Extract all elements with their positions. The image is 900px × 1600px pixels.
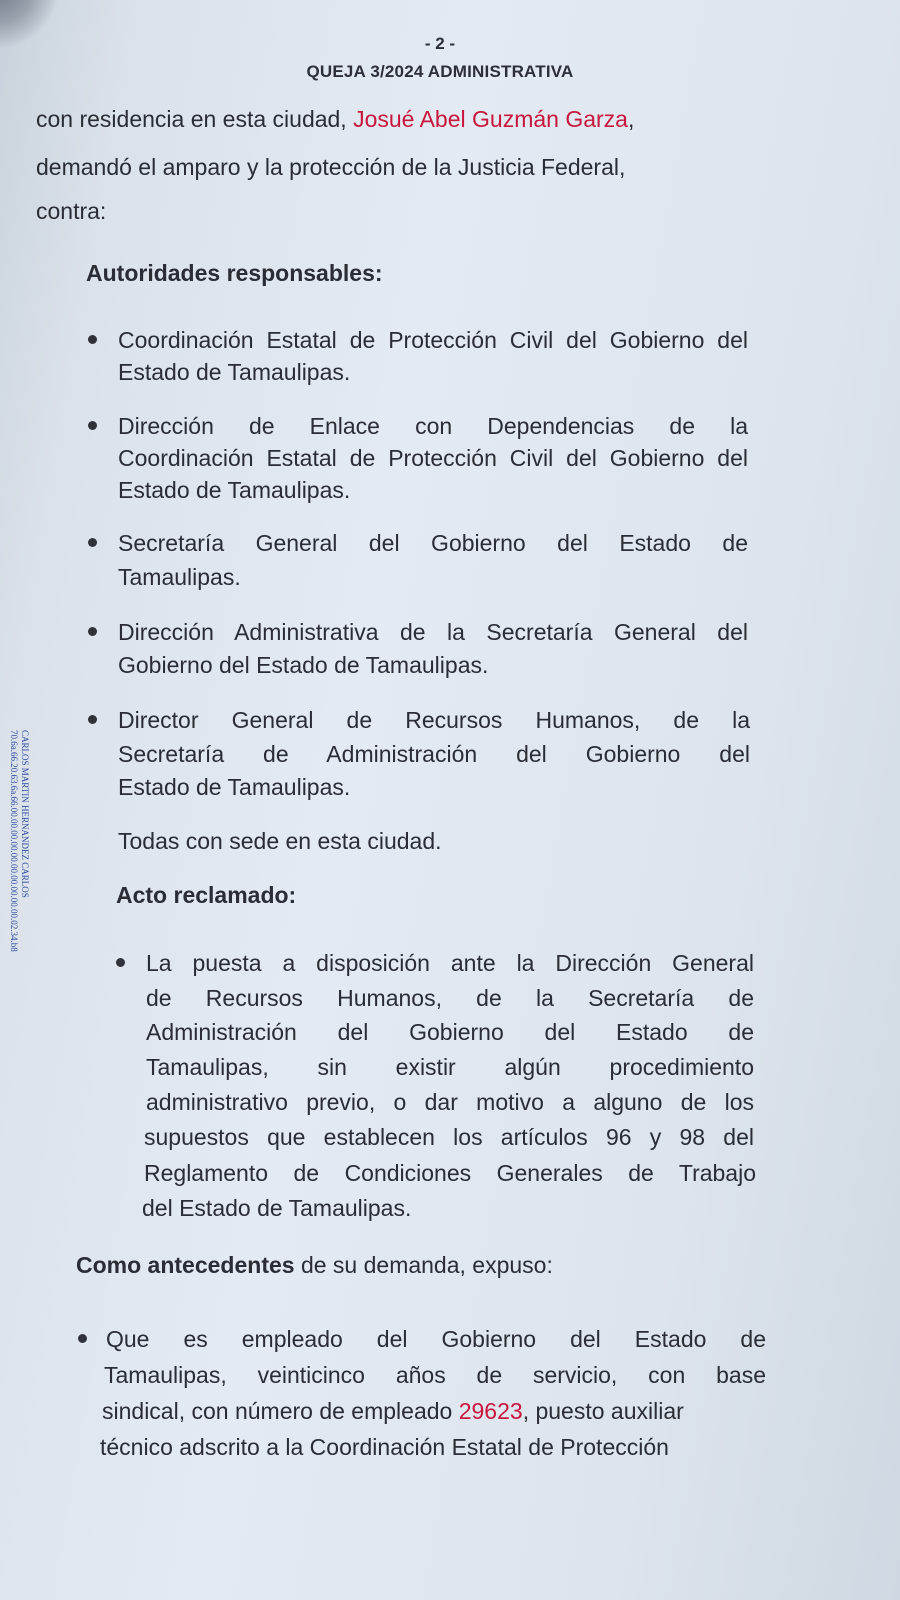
bullet-icon bbox=[88, 335, 97, 344]
acto-line-2: de Recursos Humanos, de la Secretaría de bbox=[146, 985, 754, 1011]
electronic-signature-stamp bbox=[4, 730, 30, 960]
autoridad-5-line-1: Director General de Recursos Humanos, de la bbox=[118, 707, 750, 733]
employee-number: 29623 bbox=[458, 1398, 523, 1424]
autoridad-1-line-2: Estado de Tamaulipas. bbox=[118, 359, 351, 385]
antecedente-line-3-pre: sindical, con número de empleado bbox=[102, 1398, 453, 1424]
autoridad-5-line-3: Estado de Tamaulipas. bbox=[118, 774, 351, 800]
antecedente-line-3-post: , puesto auxiliar bbox=[522, 1398, 684, 1424]
antecedente-line-3 bbox=[102, 1396, 766, 1426]
intro-comma: , bbox=[627, 106, 635, 132]
autoridad-1-line-1: Coordinación Estatal de Protección Civil del Gobierno del bbox=[118, 327, 748, 353]
autoridad-2-line-1: Dirección de Enlace con Dependencias de la bbox=[118, 413, 748, 439]
bullet-icon bbox=[88, 715, 97, 724]
case-title: QUEJA 3/2024 ADMINISTRATIVA bbox=[306, 62, 574, 81]
plaintiff-name: Josué Abel Guzmán Garza bbox=[353, 106, 628, 132]
acto-line-7: Reglamento de Condiciones Generales de Trabajo bbox=[144, 1160, 756, 1186]
antecedente-line-1: Que es empleado del Gobierno del Estado de bbox=[106, 1326, 766, 1352]
autoridad-2-line-2: Coordinación Estatal de Protección Civil del Gobierno del bbox=[118, 445, 748, 471]
acto-line-3: Administración del Gobierno del Estado de bbox=[146, 1019, 754, 1045]
bullet-icon bbox=[88, 538, 97, 547]
autoridad-3-line-1: Secretaría General del Gobierno del Estado de bbox=[118, 530, 748, 556]
acto-heading: Acto reclamado: bbox=[116, 882, 297, 908]
intro-text: con residencia en esta ciudad, bbox=[36, 106, 347, 132]
bullet-icon bbox=[78, 1334, 87, 1343]
autoridades-heading: Autoridades responsables: bbox=[86, 260, 383, 286]
antecedente-line-2: Tamaulipas, veinticinco años de servicio, con base bbox=[104, 1362, 766, 1388]
autoridad-5-line-2: Secretaría de Administración del Gobierno del bbox=[118, 741, 750, 767]
bullet-icon bbox=[88, 627, 97, 636]
autoridad-3-line-2: Tamaulipas. bbox=[118, 564, 241, 590]
autoridad-2-line-3: Estado de Tamaulipas. bbox=[118, 477, 351, 503]
antecedentes-heading bbox=[76, 1250, 553, 1280]
antecedente-line-4: técnico adscrito a la Coordinación Estatal de Protección bbox=[100, 1434, 669, 1460]
acto-line-6: supuestos que establecen los artículos 96 y 98 del bbox=[144, 1124, 754, 1150]
acto-line-8: del Estado de Tamaulipas. bbox=[142, 1195, 412, 1221]
antecedentes-heading-bold: Como antecedentes bbox=[76, 1252, 295, 1278]
acto-line-1: La puesta a disposición ante la Dirección General bbox=[146, 950, 754, 976]
autoridades-footer: Todas con sede en esta ciudad. bbox=[118, 828, 442, 854]
antecedentes-heading-rest: de su demanda, expuso: bbox=[294, 1252, 553, 1278]
autoridad-4-line-2: Gobierno del Estado de Tamaulipas. bbox=[118, 652, 489, 678]
acto-line-4: Tamaulipas, sin existir algún procedimiento bbox=[146, 1054, 754, 1080]
intro-line-1 bbox=[36, 104, 746, 134]
signature-text: CARLOS MARTIN HERNANDEZ CARLOS 70.6a.66.20.63.6a.66.00.00.00.00.00.00.00.00.00.00.02.34.b8 bbox=[9, 730, 30, 952]
acto-line-5: administrativo previo, o dar motivo a alguno de los bbox=[146, 1089, 754, 1115]
intro-line-3: contra: bbox=[36, 198, 107, 224]
autoridad-4-line-1: Dirección Administrativa de la Secretaría General del bbox=[118, 619, 748, 645]
bullet-icon bbox=[116, 958, 125, 967]
intro-line-2: demandó el amparo y la protección de la Justicia Federal, bbox=[36, 154, 626, 180]
page-number: - 2 - bbox=[424, 34, 456, 53]
bullet-icon bbox=[88, 421, 97, 430]
